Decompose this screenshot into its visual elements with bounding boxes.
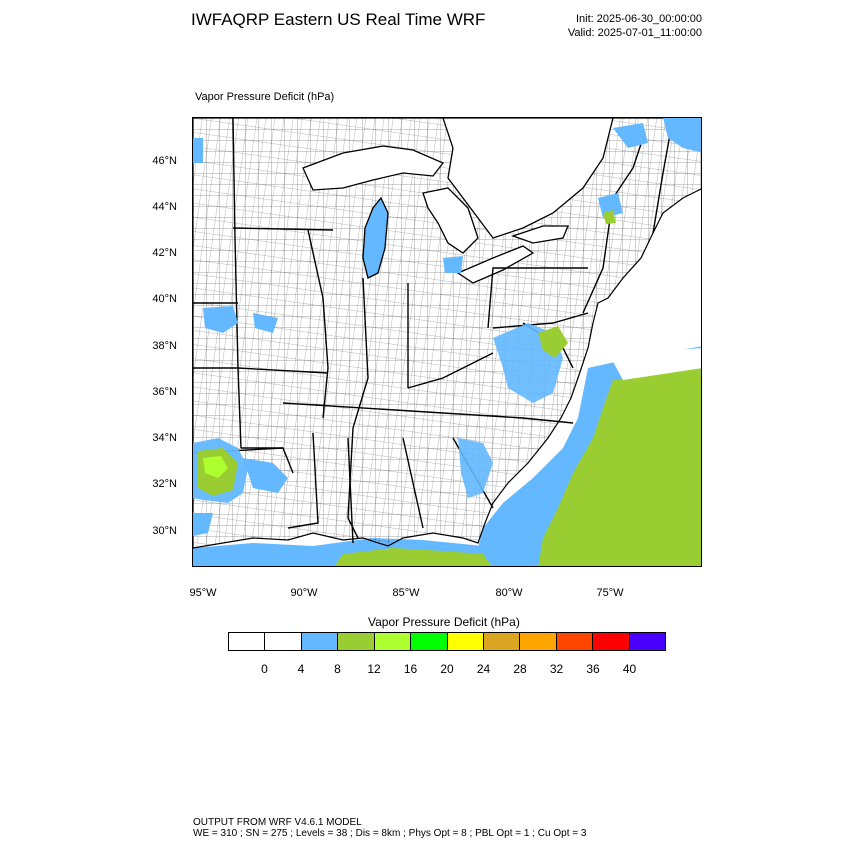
lat-label-30: 30°N xyxy=(152,525,177,537)
colorbar-box xyxy=(265,633,301,650)
colorbar-label: 28 xyxy=(513,662,527,676)
lat-label-42: 42°N xyxy=(152,247,177,259)
lon-label-85: 85°W xyxy=(392,587,420,599)
map-panel xyxy=(192,117,702,567)
colorbar-label: 4 xyxy=(297,662,305,676)
colorbar-box xyxy=(448,633,484,650)
vpd-map xyxy=(193,118,702,567)
colorbar-box xyxy=(593,633,629,650)
colorbar-box xyxy=(630,633,665,650)
lat-label-32: 32°N xyxy=(152,478,177,490)
lon-label-80: 80°W xyxy=(495,587,523,599)
colorbar-box xyxy=(338,633,374,650)
colorbar-label: 24 xyxy=(476,662,491,676)
colorbar-box xyxy=(484,633,520,650)
colorbar-box xyxy=(229,633,265,650)
colorbar-box xyxy=(557,633,593,650)
colorbar-label: 32 xyxy=(549,662,564,676)
model-info-line-2: WE = 310 ; SN = 275 ; Levels = 38 ; Dis = 8km ; Phys Opt = 8 ; PBL Opt = 1 ; Cu Opt = 3 xyxy=(193,828,587,839)
lat-label-38: 38°N xyxy=(152,340,177,352)
colorbar-label: 20 xyxy=(440,662,454,676)
init-time: Init: 2025-06-30_00:00:00 xyxy=(576,13,702,25)
colorbar-box xyxy=(302,633,338,650)
lon-label-95: 95°W xyxy=(189,587,217,599)
model-info-line-1: OUTPUT FROM WRF V4.6.1 MODEL xyxy=(193,817,362,828)
field-title: Vapor Pressure Deficit (hPa) xyxy=(195,91,335,103)
colorbar-title: Vapor Pressure Deficit (hPa) xyxy=(368,615,520,629)
lat-label-34: 34°N xyxy=(152,432,177,444)
valid-time: Valid: 2025-07-01_11:00:00 xyxy=(567,27,702,39)
page-title: IWFAQRP Eastern US Real Time WRF xyxy=(191,10,486,29)
colorbar-label: 16 xyxy=(403,662,418,676)
lon-label-90: 90°W xyxy=(290,587,318,599)
lat-label-36: 36°N xyxy=(152,386,177,398)
colorbar-label: 40 xyxy=(622,662,637,676)
colorbar-label: 0 xyxy=(261,662,268,676)
lon-label-75: 75°W xyxy=(596,587,624,599)
colorbar-box xyxy=(411,633,447,650)
colorbar xyxy=(228,632,666,651)
colorbar-box xyxy=(375,633,411,650)
colorbar-label: 12 xyxy=(367,662,381,676)
colorbar-box xyxy=(520,633,556,650)
lat-label-46: 46°N xyxy=(152,155,177,167)
colorbar-label: 36 xyxy=(586,662,600,676)
lat-label-40: 40°N xyxy=(152,293,177,305)
lat-label-44: 44°N xyxy=(152,201,177,213)
colorbar-label: 8 xyxy=(334,662,341,676)
